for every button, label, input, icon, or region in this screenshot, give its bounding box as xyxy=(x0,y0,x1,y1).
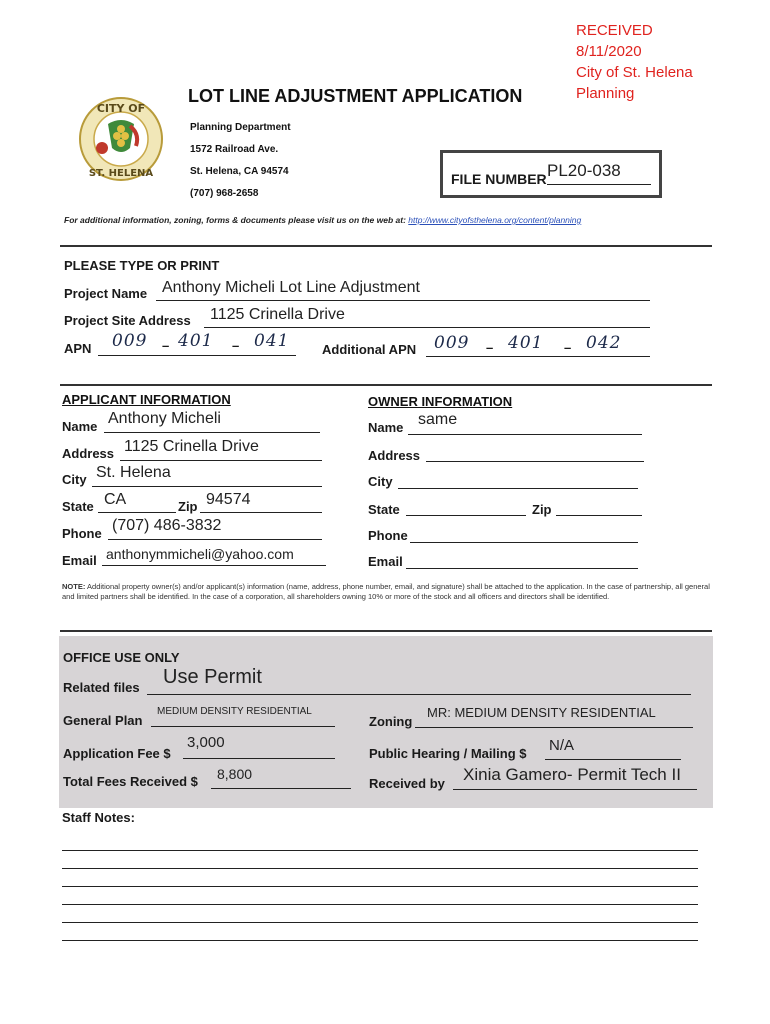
applicant-zip-value: 94574 xyxy=(206,491,251,508)
owner-city-label: City xyxy=(368,474,393,489)
applicant-state-label: State xyxy=(62,499,94,514)
svg-text:CITY OF: CITY OF xyxy=(96,102,146,115)
office-use-section xyxy=(59,636,713,808)
department-phone: (707) 968-2658 xyxy=(190,188,259,199)
total-fees-value: 8,800 xyxy=(217,766,253,782)
web-note xyxy=(64,215,581,225)
applicant-heading: APPLICANT INFORMATION xyxy=(62,392,231,407)
divider-1 xyxy=(60,245,712,247)
additional-apn-label: Additional APN xyxy=(322,342,417,357)
file-number-value: PL20-038 xyxy=(547,161,621,180)
city-seal-logo xyxy=(78,96,164,182)
staff-notes-line-6 xyxy=(62,940,698,941)
divider-2 xyxy=(60,384,712,386)
additional-apn-dash-1: – xyxy=(486,340,494,355)
note-label: NOTE: xyxy=(62,582,86,591)
owner-state-label: State xyxy=(368,502,400,517)
applicant-state-value: CA xyxy=(104,491,127,508)
staff-notes-line-4 xyxy=(62,904,698,905)
staff-notes-line-1 xyxy=(62,850,698,851)
apn-part-3: 041 xyxy=(254,331,290,351)
applicant-phone-value: (707) 486-3832 xyxy=(112,517,222,534)
general-plan-value: MEDIUM DENSITY RESIDENTIAL xyxy=(157,706,312,717)
file-number-box xyxy=(440,150,662,198)
received-by-label: Received by xyxy=(369,776,445,791)
web-note-text: For additional information, zoning, forms & documents please visit us on the web at: xyxy=(64,215,406,225)
public-hearing-label: Public Hearing / Mailing $ xyxy=(369,746,527,761)
apn-label: APN xyxy=(64,341,92,356)
total-fees-label: Total Fees Received $ xyxy=(63,774,198,789)
owner-zip-label: Zip xyxy=(532,502,552,517)
file-number-label: FILE NUMBER xyxy=(451,171,547,187)
owner-phone-label: Phone xyxy=(368,528,408,543)
owner-email-label: Email xyxy=(368,554,403,569)
owner-address-label: Address xyxy=(368,448,421,463)
svg-text:ST. HELENA: ST. HELENA xyxy=(88,168,154,179)
applicant-phone-label: Phone xyxy=(62,526,102,541)
applicant-city-value: St. Helena xyxy=(96,464,171,481)
type-or-print-instruction: PLEASE TYPE OR PRINT xyxy=(64,258,220,273)
application-fee-value: 3,000 xyxy=(187,734,225,751)
department-address1: 1572 Railroad Ave. xyxy=(190,144,279,155)
note-text: Additional property owner(s) and/or applicant(s) information (name, address, phone number, email, and signature) shall be attached to the application. In the case of partnership, all general and limited partners shall be identified. In the case of a corporation, all shareholders owning 10% or more of the stock and all officers and directors shall be identified. xyxy=(62,582,710,601)
stamp-city: City of St. Helena xyxy=(576,64,693,81)
additional-apn-part-2: 401 xyxy=(508,333,544,353)
stamp-status: RECEIVED xyxy=(576,22,653,39)
applicant-address-value: 1125 Crinella Drive xyxy=(124,438,259,455)
staff-notes-line-5 xyxy=(62,922,698,923)
apn-dash-2: – xyxy=(232,338,240,353)
received-by-value: Xinia Gamero- Permit Tech II xyxy=(463,765,681,784)
applicant-name-value: Anthony Micheli xyxy=(108,410,221,427)
project-site-value: 1125 Crinella Drive xyxy=(210,306,345,323)
applicant-email-value: anthonymmicheli@yahoo.com xyxy=(106,546,294,562)
applicant-city-label: City xyxy=(62,472,87,487)
applicant-zip-label: Zip xyxy=(178,499,198,514)
general-plan-label: General Plan xyxy=(63,713,143,728)
staff-notes-label: Staff Notes: xyxy=(62,810,135,825)
stamp-date: 8/11/2020 xyxy=(576,43,642,60)
received-stamp xyxy=(576,20,693,104)
office-heading: OFFICE USE ONLY xyxy=(63,650,180,665)
related-files-value: Use Permit xyxy=(163,666,262,688)
project-name-value: Anthony Micheli Lot Line Adjustment xyxy=(162,279,420,296)
staff-notes-line-3 xyxy=(62,886,698,887)
related-files-label: Related files xyxy=(63,680,140,695)
zoning-label: Zoning xyxy=(369,714,413,729)
owner-heading: OWNER INFORMATION xyxy=(368,394,513,409)
owner-name-value: same xyxy=(418,411,458,428)
project-site-label: Project Site Address xyxy=(64,313,191,328)
owner-name-label: Name xyxy=(368,420,404,435)
form-title: LOT LINE ADJUSTMENT APPLICATION xyxy=(188,86,523,106)
apn-part-1: 009 xyxy=(112,331,148,351)
department-name: Planning Department xyxy=(190,122,291,133)
zoning-value: MR: MEDIUM DENSITY RESIDENTIAL xyxy=(427,705,656,720)
applicant-email-label: Email xyxy=(62,553,97,568)
apn-dash-1: – xyxy=(162,338,170,353)
note-block xyxy=(62,582,712,602)
applicant-name-label: Name xyxy=(62,419,98,434)
additional-apn-part-3: 042 xyxy=(586,333,622,353)
department-address2: St. Helena, CA 94574 xyxy=(190,166,289,177)
divider-3 xyxy=(60,630,712,632)
project-name-label: Project Name xyxy=(64,286,148,301)
apn-part-2: 401 xyxy=(178,331,214,351)
applicant-address-label: Address xyxy=(62,446,115,461)
application-fee-label: Application Fee $ xyxy=(63,746,171,761)
additional-apn-dash-2: – xyxy=(564,340,572,355)
public-hearing-value: N/A xyxy=(549,737,575,754)
stamp-dept: Planning xyxy=(576,85,635,102)
staff-notes-line-2 xyxy=(62,868,698,869)
additional-apn-part-1: 009 xyxy=(434,333,470,353)
web-link[interactable]: http://www.cityofsthelena.org/content/planning xyxy=(408,215,582,225)
